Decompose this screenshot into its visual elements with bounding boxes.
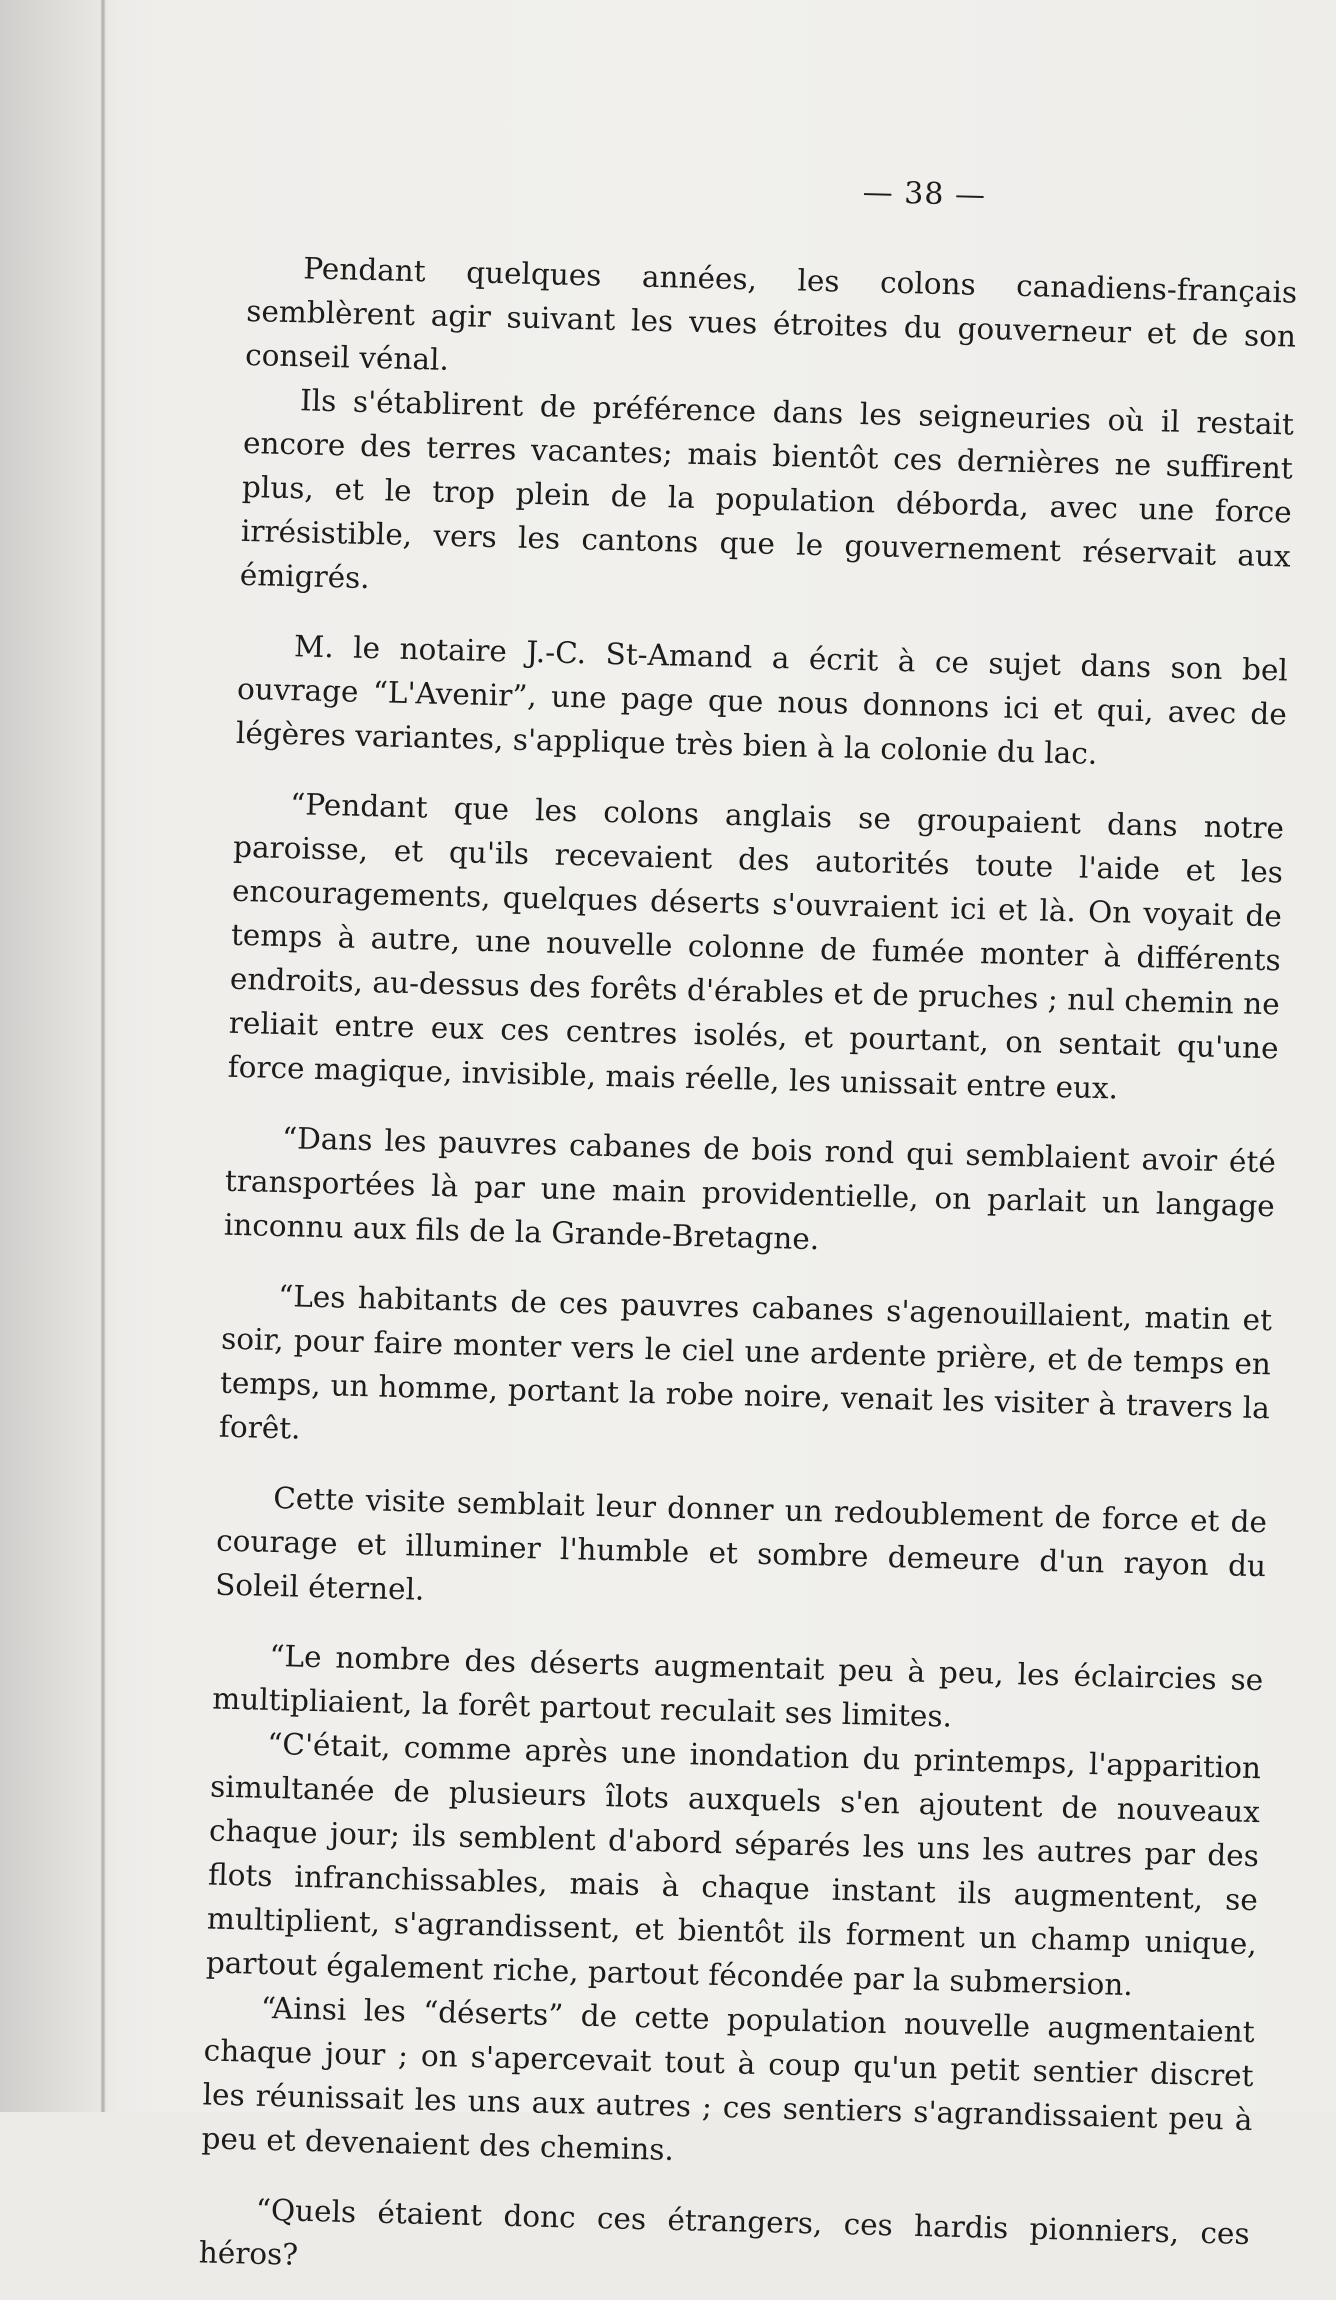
paragraph: M. le notaire J.-C. St-Amand a écrit à ce sujet dans son bel ouvrage “L'Avenir”, une page que nous donnons ici et qui, avec de légères variantes, s'applique très bien à la colonie du lac. bbox=[235, 629, 1289, 771]
page-content bbox=[198, 160, 1299, 2300]
paragraph: “Pendant que les colons anglais se groupaient dans notre paroisse, et qu'ils recevaient des autorités toute l'aide et les encouragements, quelques déserts s'ouvraient ici et là. On voyait de temps à autre, une nouvelle colonne de fumée monter à différents endroits, au-dessus des forêts d'érables et de pruches ; nul chemin ne reliait entre eux ces centres isolés, et pourtant, on sentait qu'une force magique, invisible, mais réelle, les unissait entre eux. bbox=[227, 787, 1285, 1106]
paragraph: “Le nombre des déserts augmentait peu à peu, les éclaircies se multipliaient, la forêt partout reculait ses limites. bbox=[211, 1638, 1264, 1734]
paragraph: Ils s'établirent de préférence dans les seigneuries où il restait encore des terres vacantes; mais bientôt ces dernières ne suffirent plus, et le trop plein de la population déborda, avec une force irrésistible, vers les cantons que le gouvernement réservait aux émigrés. bbox=[239, 383, 1295, 596]
paragraph: “Quels étaient donc ces étrangers, ces hardis pionniers, ces héros? bbox=[198, 2192, 1251, 2272]
paragraph: “Les habitants de ces pauvres cabanes s'agenouillaient, matin et soir, pour faire monter vers le ciel une ardente prière, et de temps en temps, un homme, portant la robe noire, venait les visiter à travers la forêt. bbox=[218, 1279, 1273, 1446]
paragraph: Pendant quelques années, les colons canadiens-français semblèrent agir suivant les vues étroites du gouverneur et de son conseil vénal. bbox=[244, 251, 1298, 377]
paragraph: Cette visite semblait leur donner un redoublement de force et de courage et illuminer l'humble et sombre demeure d'un rayon du Soleil éternel. bbox=[214, 1480, 1268, 1607]
page-number: — 38 — bbox=[862, 174, 987, 213]
paragraph: “C'était, comme après une inondation du printemps, l'apparition simultanée de plusieurs îlots auxquels s'en ajoutent de nouveaux chaque jour; ils semblent d'abord séparés les uns les autres par des flots infranchissables, mais à chaque instant ils augmentent, se multiplient, s'agrandissent, et bientôt ils forment un champ unique, partout également riche, partout fécondée par la submersion. bbox=[205, 1726, 1262, 2003]
paragraph: “Ainsi les “déserts” de cette population nouvelle augmentaient chaque jour ; on s'apercevait tout à coup qu'un petit sentier discret les réunissait les uns aux autres ; ces sentiers s'agrandissaient peu à peu et devenaient des chemins. bbox=[201, 1990, 1255, 2167]
paragraph: “Dans les pauvres cabanes de bois rond qui semblaient avoir été transportées là par une main providentielle, on parlait un langage inconnu aux fils de la Grande-Bretagne. bbox=[223, 1121, 1277, 1257]
binding-line bbox=[100, 0, 106, 2112]
